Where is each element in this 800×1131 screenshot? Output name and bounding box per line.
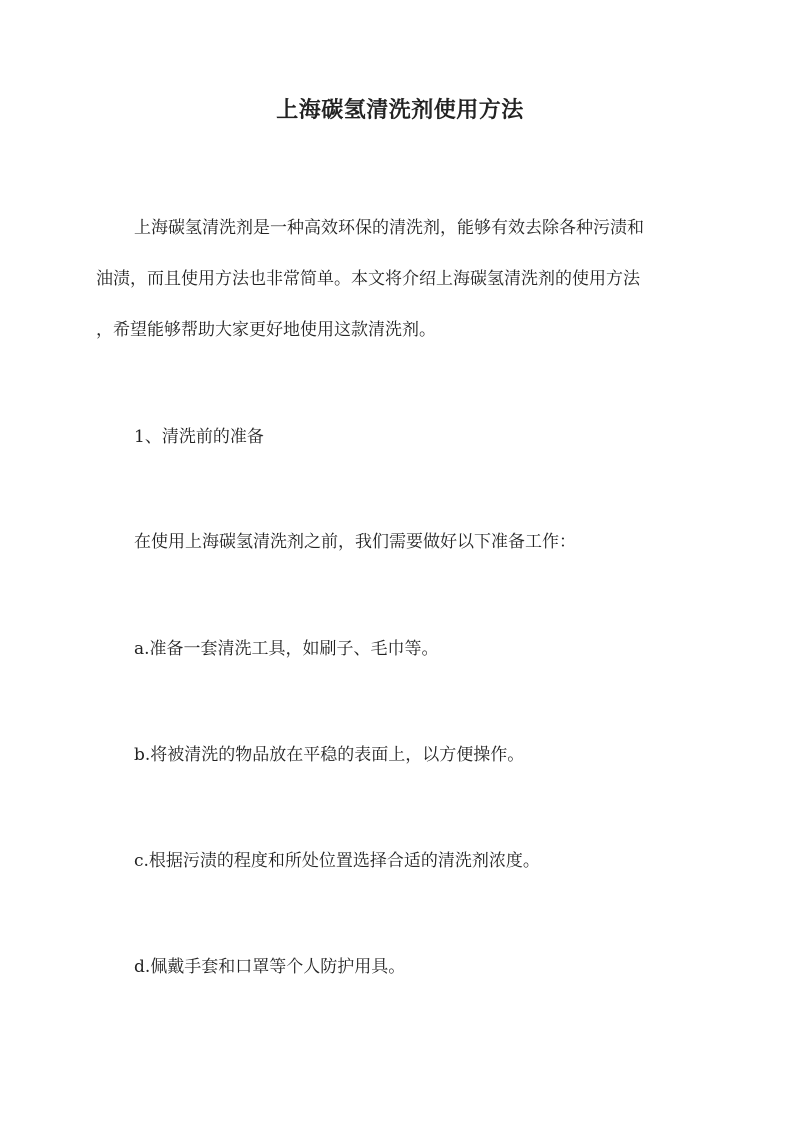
list-item: a.准备一套清洗工具，如刷子、毛巾等。 (134, 639, 439, 659)
section-heading: 1、清洗前的准备 (134, 427, 264, 447)
intro-line-1: 上海碳氢清洗剂是一种高效环保的清洗剂，能够有效去除各种污渍和 (134, 218, 644, 238)
document-title: 上海碳氢清洗剂使用方法 (276, 97, 524, 123)
list-item: d.佩戴手套和口罩等个人防护用具。 (134, 957, 406, 977)
list-item: c.根据污渍的程度和所处位置选择合适的清洗剂浓度。 (134, 851, 540, 871)
section-lead: 在使用上海碳氢清洗剂之前，我们需要做好以下准备工作： (134, 532, 576, 552)
intro-line-2: 油渍，而且使用方法也非常简单。本文将介绍上海碳氢清洗剂的使用方法 (96, 269, 640, 289)
intro-line-3: ，希望能够帮助大家更好地使用这款清洗剂。 (96, 320, 436, 340)
list-item: b.将被清洗的物品放在平稳的表面上，以方便操作。 (134, 745, 525, 765)
